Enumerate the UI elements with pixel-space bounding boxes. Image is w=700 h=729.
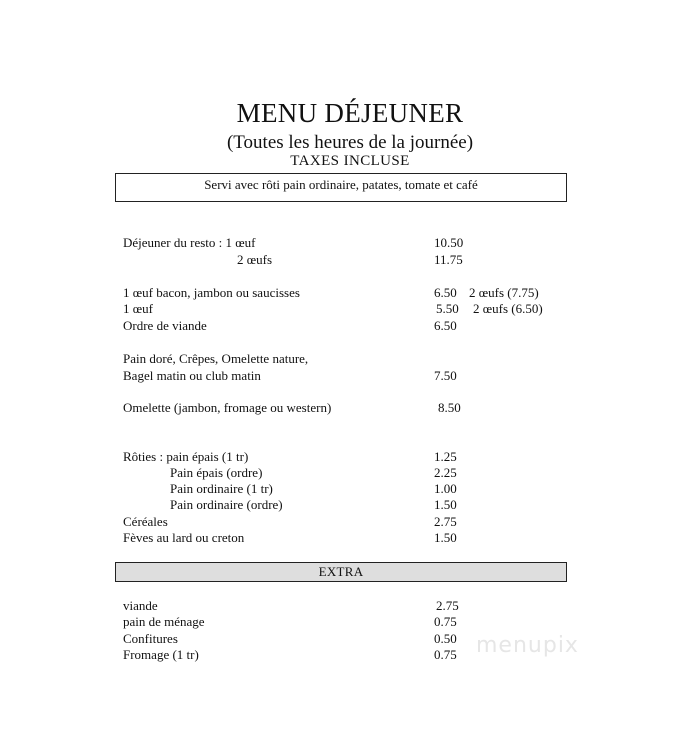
menupix-watermark: menupix [476, 633, 579, 658]
menu-item-price: 2.25 [434, 465, 457, 480]
menu-item-name: Céréales [123, 514, 168, 529]
extra-item-price: 0.75 [434, 614, 457, 629]
menu-item-price: 7.50 [434, 368, 457, 383]
menu-item-price: 10.50 [434, 235, 464, 250]
extra-section-title: EXTRA [318, 564, 364, 579]
extra-item-name: Fromage (1 tr) [123, 647, 199, 662]
extra-item-name: Confitures [123, 631, 178, 646]
menu-item-extra-price: 2 œufs (7.75) [469, 285, 539, 300]
extra-item-price: 0.75 [434, 647, 457, 662]
menu-item-name: 1 œuf [123, 301, 153, 316]
extra-item-name: viande [123, 598, 158, 613]
menu-item-name: Pain ordinaire (1 tr) [170, 481, 273, 496]
taxes-note: TAXES INCLUSE [290, 153, 410, 169]
menu-title: MENU DÉJEUNER [236, 98, 464, 128]
extra-item-price: 0.50 [434, 631, 457, 646]
menu-item-price: 5.50 [436, 301, 459, 316]
menu-item-name: Déjeuner du resto : 1 œuf [123, 235, 256, 250]
menu-item-name: Pain épais (ordre) [170, 465, 263, 480]
menu-item-name: Ordre de viande [123, 318, 207, 333]
extra-item-price: 2.75 [436, 598, 459, 613]
extra-item-name: pain de ménage [123, 614, 205, 629]
menu-item-price: 11.75 [434, 252, 463, 267]
menu-item-price: 1.25 [434, 449, 457, 464]
menu-item-name: Pain ordinaire (ordre) [170, 497, 283, 512]
menu-item-name: Pain doré, Crêpes, Omelette nature, [123, 351, 309, 366]
menu-item-name: Fèves au lard ou creton [123, 530, 245, 545]
menu-item-extra-price: 2 œufs (6.50) [473, 301, 543, 316]
menu-item-price: 1.50 [434, 530, 457, 545]
menu-item-price: 1.50 [434, 497, 457, 512]
menu-subtitle: (Toutes les heures de la journée) [226, 132, 474, 153]
extra-section-header [115, 562, 567, 582]
menu-item-price: 6.50 [434, 318, 457, 333]
menu-item-name: 1 œuf bacon, jambon ou saucisses [123, 285, 300, 300]
menu-item-name: Omelette (jambon, fromage ou western) [123, 400, 332, 415]
menu-item-price: 8.50 [438, 400, 461, 415]
menu-item-name: Bagel matin ou club matin [123, 368, 261, 383]
menu-item-price: 6.50 [434, 285, 457, 300]
menu-item-price: 2.75 [434, 514, 457, 529]
menu-item-price: 1.00 [434, 481, 457, 496]
menu-item-name: Rôties : pain épais (1 tr) [123, 449, 249, 464]
served-with-text: Servi avec rôti pain ordinaire, patates, tomate et café [204, 177, 478, 192]
menu-item-name: 2 œufs [237, 252, 273, 267]
served-with-box [115, 173, 567, 202]
